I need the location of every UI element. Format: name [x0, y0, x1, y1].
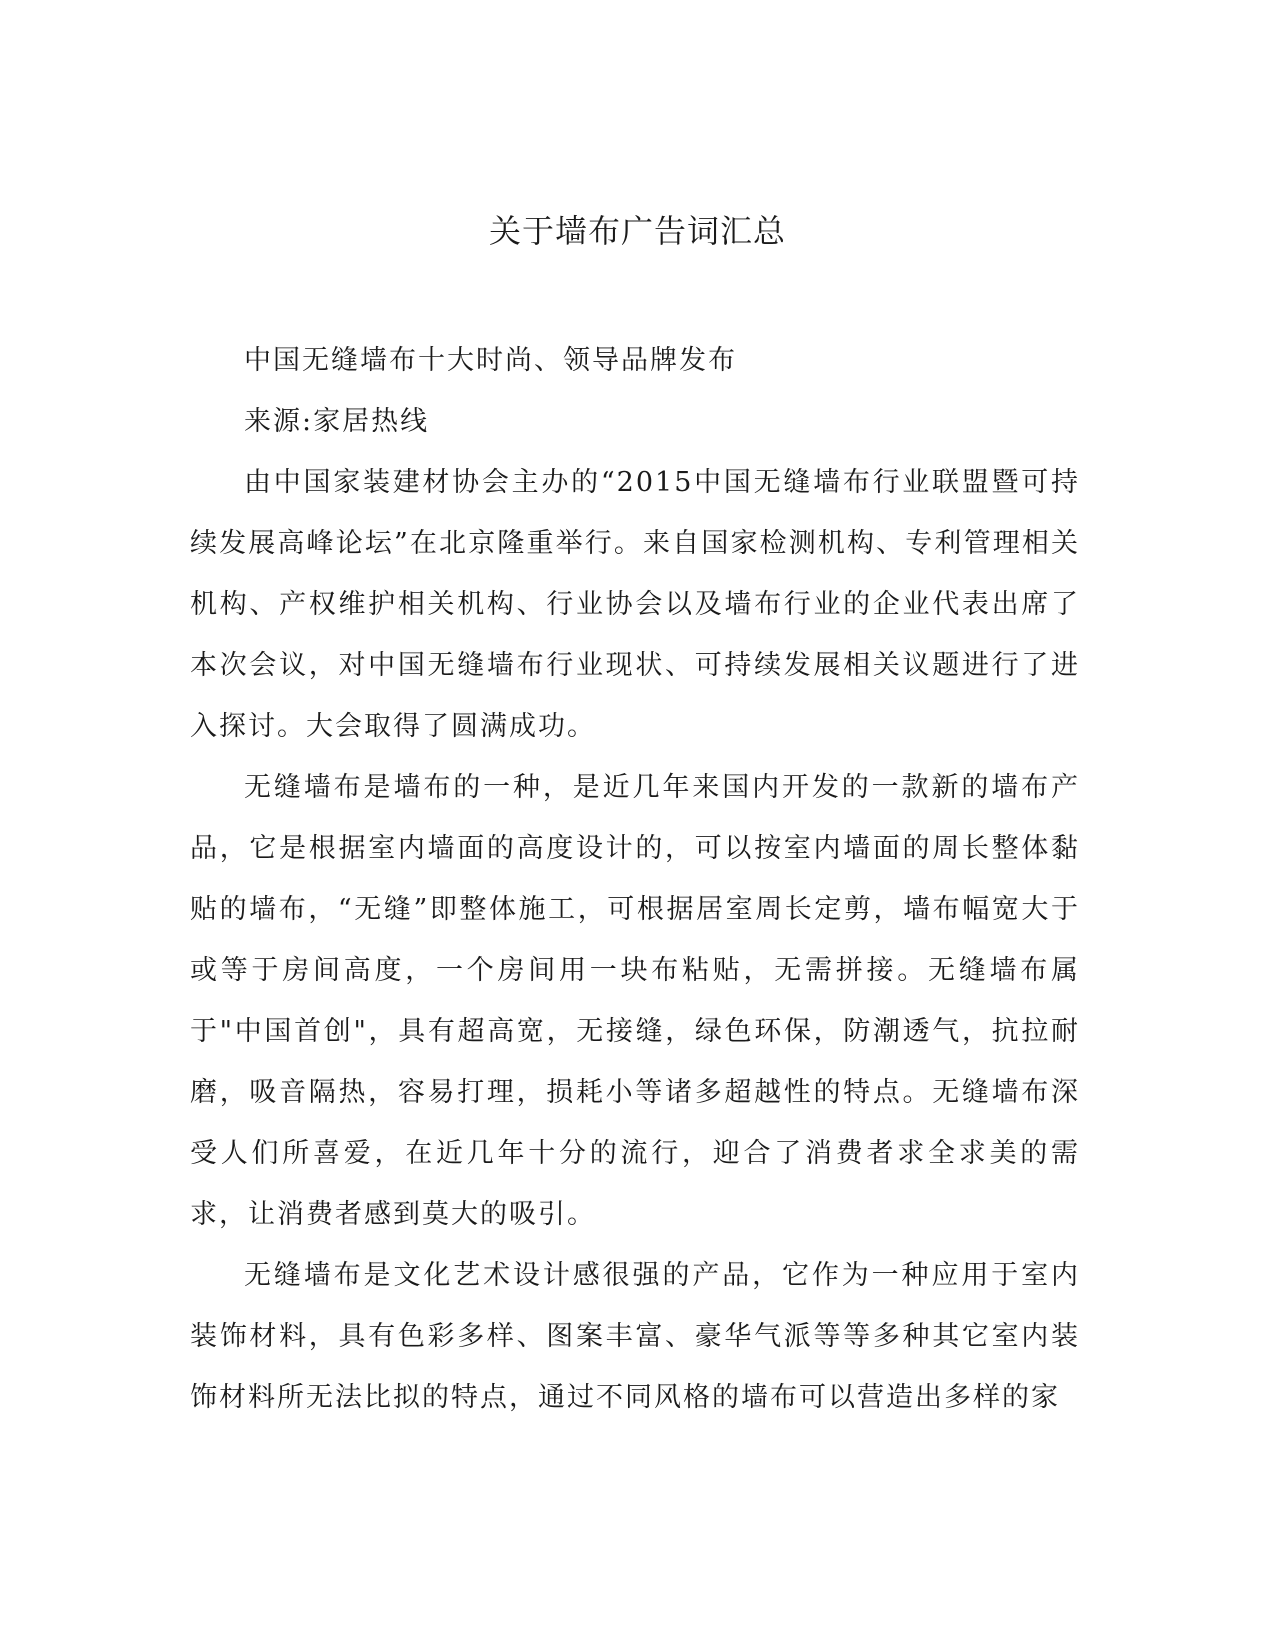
- document-title: 关于墙布广告词汇总: [488, 212, 786, 250]
- paragraph-source: 来源:家居热线: [244, 406, 430, 437]
- paragraph-seamless-intro: 无缝墙布是墙布的一种，是近几年来国内开发的一款新的墙布产品，它是根据室内墙面的高度设计的，可以按室内墙面的周长整体黏贴的墙布，“无缝”即整体施工，可根据居室周长定剪，墙布幅宽大于或等于房间高度，一个房间用一块布粘贴，无需拼接。无缝墙布属于"中国首创"，具有超高宽，无接缝，绿色环保，防潮透气，抗拉耐磨，吸音隔热，容易打理，损耗小等诸多超越性的特点。无缝墙布深受人们所喜爱，在近几年十分的流行，迎合了消费者求全求美的需求，让消费者感到莫大的吸引。: [190, 772, 1080, 1230]
- paragraph-headline: 中国无缝墙布十大时尚、领导品牌发布: [244, 345, 737, 376]
- paragraph-forum: 由中国家装建材协会主办的“2015中国无缝墙布行业联盟暨可持续发展高峰论坛”在北京隆重举行。来自国家检测机构、专利管理相关机构、产权维护相关机构、行业协会以及墙布行业的企业代表出席了本次会议，对中国无缝墙布行业现状、可持续发展相关议题进行了进入探讨。大会取得了圆满成功。: [190, 467, 1080, 742]
- document-body: [190, 330, 1080, 1428]
- paragraph-design: 无缝墙布是文化艺术设计感很强的产品，它作为一种应用于室内装饰材料，具有色彩多样、图案丰富、豪华气派等等多种其它室内装饰材料所无法比拟的特点，通过不同风格的墙布可以营造出多样的家: [190, 1260, 1080, 1413]
